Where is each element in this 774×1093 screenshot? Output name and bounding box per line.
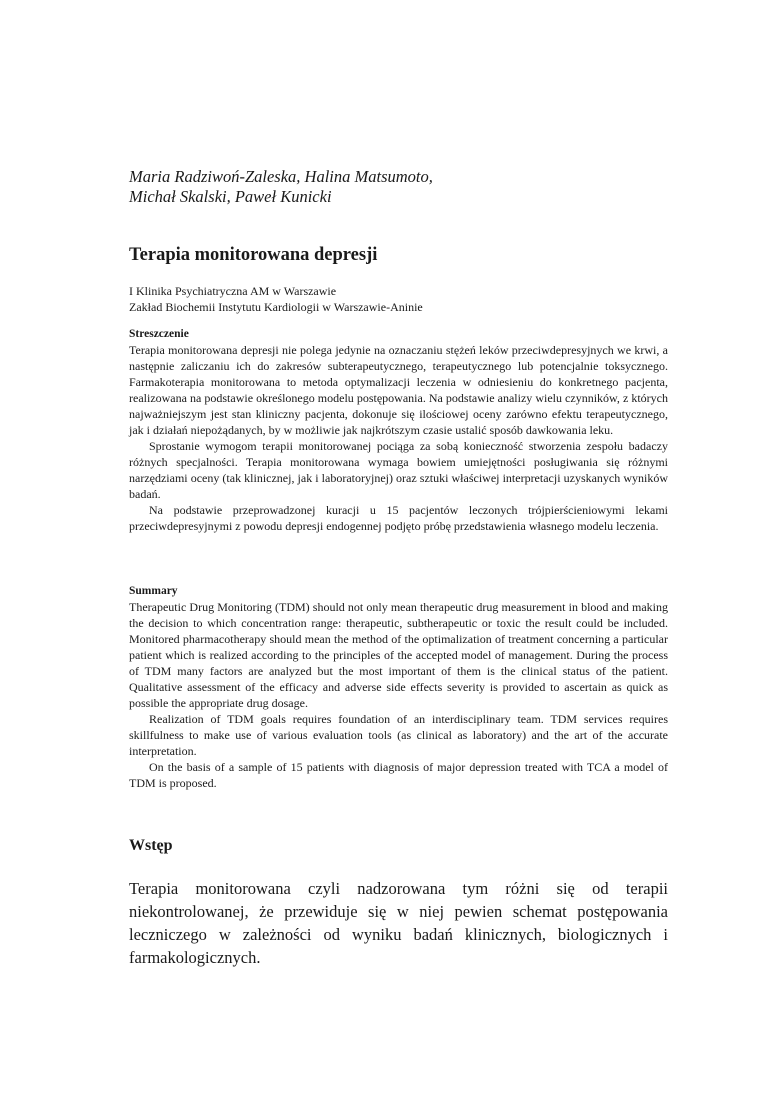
abstract-pl-paragraph: Sprostanie wymogom terapii monitorowanej pociąga za sobą konieczność stworzenia zespołu badaczy różnych specjalności. Terapia monitorowana wymaga bowiem umiejętności posługiwania się różnymi narzędziami oceny (tak klinicznej, jak i laboratoryjnej) oraz sztuki właściwej interpretacji uzyskanych wyników badań. [129,439,668,501]
abstract-en-heading: Summary [129,585,178,597]
author-list [129,167,649,207]
abstract-polish [129,327,668,534]
abstract-en-paragraph: On the basis of a sample of 15 patients with diagnosis of major depression treated with TCA a model of TDM is proposed. [129,760,668,790]
abstract-pl-paragraph: Na podstawie przeprowadzonej kuracji u 15 pacjentów leczonych trójpierścieniowymi lekami przeciwdepresyjnymi z powodu depresji endogennej podjęto próbę przedstawienia własnego modelu leczenia. [129,503,668,533]
paper-title: Terapia monitorowana depresji [129,245,378,265]
abstract-en-paragraph: Realization of TDM goals requires foundation of an interdisciplinary team. TDM services requires skillfulness to make use of various evaluation tools (as clinical as laboratory) and the art of the accurate interpretation. [129,712,668,758]
affiliation-2: Zakład Biochemii Instytutu Kardiologii w Warszawie-Aninie [129,300,423,314]
introduction-text: Terapia monitorowana czyli nadzorowana tym różni się od terapii niekontrolowanej, że przewiduje się w niej pewien schemat postępowania leczniczego w zależności od wyniku badań klinicznych, biologicznych i farmakologicznych. [129,879,668,967]
abstract-english [129,584,668,791]
introduction-heading: Wstęp [129,837,173,854]
authors-line-2: Michał Skalski, Paweł Kunicki [129,187,332,206]
affiliation-1: I Klinika Psychiatryczna AM w Warszawie [129,284,337,298]
affiliations [129,283,669,315]
abstract-pl-paragraph: Terapia monitorowana depresji nie polega jedynie na oznaczaniu stężeń leków przeciwdepresyjnych we krwi, a następnie zaliczaniu ich do zakresów subterapeutycznego, terapeutycznego lub potencjalnie toksycznego. Farmakoterapia monitorowana to metoda optymalizacji leczenia w odniesieniu do konkretnego pacjenta, realizowana na podstawie określonego modelu postępowania. Na podstawie analizy wielu czynników, z których najważniejszym jest stan kliniczny pacjenta, dokonuje się ilościowej oceny zarówno efektu terapeutycznego, jak i działań niepożądanych, by w możliwie jak najkrótszym czasie ustalić sposób dawkowania leku. [129,343,668,437]
abstract-en-paragraph: Therapeutic Drug Monitoring (TDM) should not only mean therapeutic drug measurement in blood and making the decision to which concentration range: therapeutic, subtherapeutic or toxic the result could be included. Monitored pharmacotherapy should mean the method of the optimalization of treatment concerning a particular patient which is realized according to the principles of the accepted model of management. During the process of TDM many factors are analyzed but the most important of them is the clinical status of the patient. Qualitative assessment of the efficacy and adverse side effects severity is provided to ascertain as quick as possible the appropriate drug dosage. [129,600,668,710]
authors-line-1: Maria Radziwoń-Zaleska, Halina Matsumoto, [129,167,433,186]
abstract-pl-heading: Streszczenie [129,328,189,340]
